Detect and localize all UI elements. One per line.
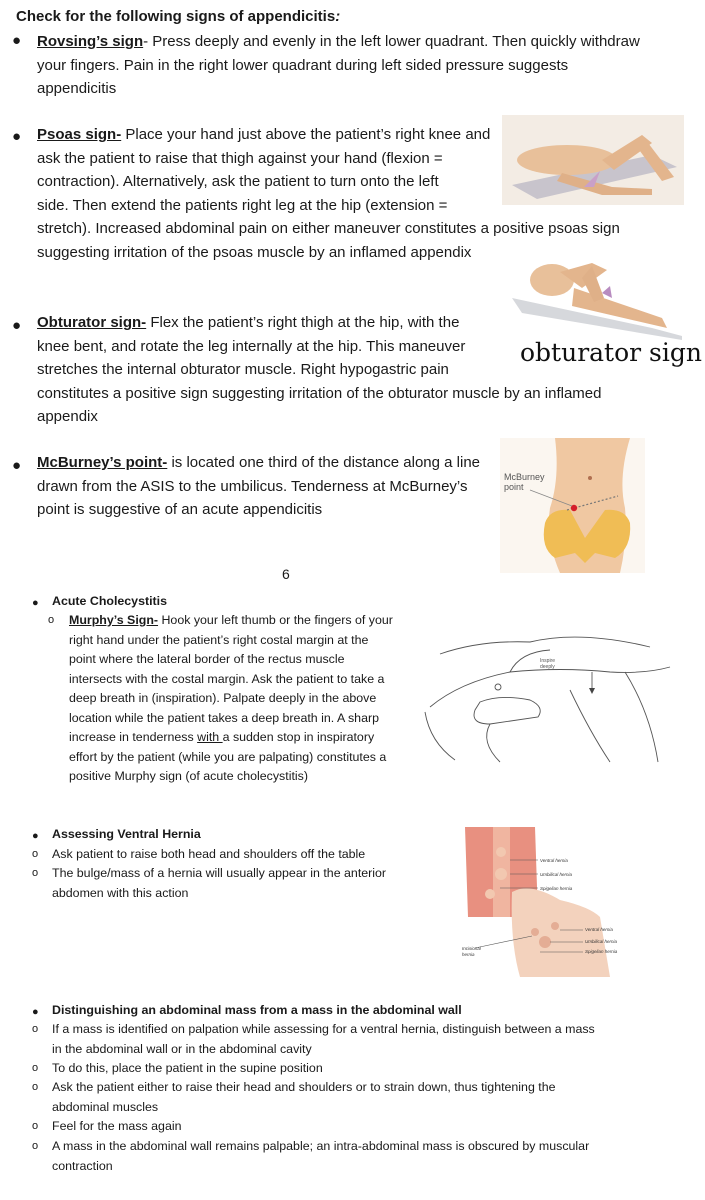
circle-bullet: o xyxy=(32,1023,39,1035)
incisional-hernia-label: Incisional hernia xyxy=(462,946,481,957)
circle-bullet: o xyxy=(32,867,39,879)
murphy-image-label: Inspire deeply xyxy=(540,658,556,670)
hernia-item: The bulge/mass of a hernia will usually appear in the anterior abdomen with this action xyxy=(52,866,387,900)
rovsing-section: Rovsing’s sign- Press deeply and evenly in the left lower quadrant. Then quickly withdraw your fingers. Pain in the right lower quadrant during left sided pressure suggests appendicitis xyxy=(37,33,640,97)
mass-heading: Distinguishing an abdominal mass from a mass in the abdominal wall xyxy=(52,1003,462,1017)
mass-item: Feel for the mass again xyxy=(52,1119,182,1133)
circle-bullet: o xyxy=(48,614,55,626)
mcburney-image-label: McBurney point xyxy=(504,472,545,492)
murphy-term: Murphy’s Sign- xyxy=(69,613,159,627)
mass-item: If a mass is identified on palpation while assessing for a ventral hernia, distinguish between a mass in the abdominal wall or in the abdominal cavity xyxy=(52,1022,595,1056)
obturator-caption: obturator sign xyxy=(520,338,702,367)
hernia-labels-top: Ventral hernia Umbilical hernia Spigelian hernia xyxy=(540,858,573,891)
obturator-section: Obturator sign- Flex the patient’s right thigh at the hip, with the knee bent, and rotate the leg internally at the hip. This maneuver stretches the internal obturator muscle. Right hypogastric pain constitutes a positive sign suggesting irritation of the obturator muscle by an inflamed appendix xyxy=(37,314,602,425)
bullet: ● xyxy=(12,317,22,334)
circle-bullet: o xyxy=(32,848,39,860)
mass-item: Ask the patient either to raise their head and shoulders or to strain down, thus tightening the abdominal muscles xyxy=(52,1080,556,1114)
psoas-term: Psoas sign- xyxy=(37,126,122,143)
circle-bullet: o xyxy=(32,1081,39,1093)
bullet: ● xyxy=(12,32,22,49)
cholecystitis-heading: Acute Cholecystitis xyxy=(52,594,167,608)
obturator-illustration xyxy=(512,258,682,340)
circle-bullet: o xyxy=(32,1140,39,1152)
hernia-item: Ask patient to raise both head and shoulders off the table xyxy=(52,847,366,861)
page-heading: Check for the following signs of appendicitis: xyxy=(16,8,341,25)
bullet: ● xyxy=(12,457,22,474)
mass-item: To do this, place the patient in the supine position xyxy=(52,1061,323,1075)
mcburney-term: McBurney’s point- xyxy=(37,454,168,471)
psoas-illustration xyxy=(502,115,684,205)
obturator-term: Obturator sign- xyxy=(37,314,147,331)
circle-bullet: o xyxy=(32,1120,39,1132)
page-number: 6 xyxy=(282,566,290,582)
psoas-section: Psoas sign- Place your hand just above the patient’s right knee and ask the patient to raise that thigh against your hand (flexion = contraction). Alternatively, ask the patient to turn onto the left side. Then extend the patients right leg at the hip (extension = stretch). Increased abdominal pain on either maneuver constitutes a positive psoas sign suggesting irritation of the psoas muscle by an inflamed appendix xyxy=(37,126,620,261)
bullet: ● xyxy=(32,597,39,609)
bullet: ● xyxy=(12,128,22,145)
mcburney-section: McBurney’s point- is located one third of the distance along a line drawn from the ASIS to the umbilicus. Tenderness at McBurney’s point is suggestive of an acute appendicitis xyxy=(37,454,481,518)
mcburney-illustration xyxy=(500,438,645,573)
mass-item: A mass in the abdominal wall remains palpable; an intra-abdominal mass is obscured by muscular contraction xyxy=(52,1139,590,1173)
hernia-heading: Assessing Ventral Hernia xyxy=(52,827,201,841)
rovsing-term: Rovsing’s sign xyxy=(37,33,144,50)
murphy-illustration xyxy=(420,612,675,772)
hernia-labels-bottom: Ventral hernia Umbilical hernia Spigelian hernia xyxy=(585,927,618,954)
bullet: ● xyxy=(32,830,39,842)
murphy-section: Murphy’s Sign- Hook your left thumb or the fingers of your right hand under the patient’s right costal margin at the point where the lateral border of the rectus muscle intersects with the costal margin. Ask the patient to take a deep breath in (inspiration). Palpate deeply in the above location while the patient takes a deep breath in. A sharp increase in tenderness with a sudden stop in inspiratory effort by the patient (while you are palpating) constitutes a positive Murphy sign (of acute cholecystitis) xyxy=(69,613,393,783)
circle-bullet: o xyxy=(32,1062,39,1074)
bullet: ● xyxy=(32,1006,39,1018)
